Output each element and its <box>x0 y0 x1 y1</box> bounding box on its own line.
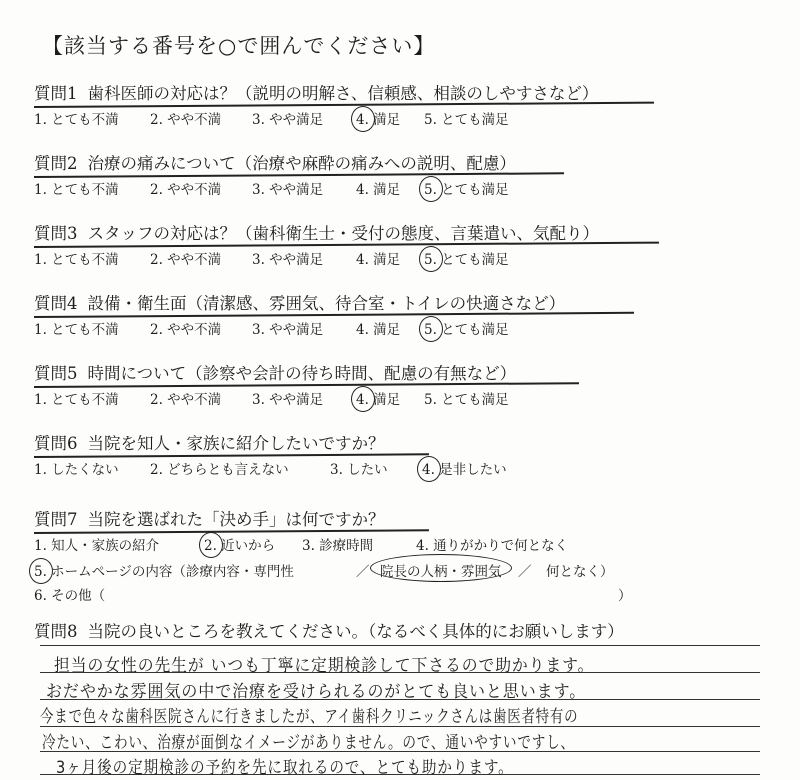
option-3[interactable]: 3. やや満足 <box>252 322 324 338</box>
selection-circle <box>351 106 375 132</box>
question-number: 質問6 <box>34 434 78 453</box>
option-5[interactable]: 5. とても満足 <box>424 322 509 338</box>
selection-circle <box>419 246 443 272</box>
question-text: 当院を知人・家族に紹介したいですか？ <box>87 434 385 453</box>
question-text: 治療の痛みについて（治療や麻酔の痛みへの説明、配慮） <box>87 154 516 173</box>
question-text: 歯科医師の対応は？（説明の明解さ、信頼感、相談のしやすさなど） <box>87 84 599 103</box>
option-3[interactable]: 3. やや満足 <box>252 252 324 268</box>
answer-options-line2 <box>34 560 614 580</box>
question-text: 設備・衛生面（清潔感、雰囲気、待合室・トイレの快適さなど） <box>87 294 566 313</box>
option-3[interactable]: 3. やや満足 <box>252 392 324 408</box>
option-1[interactable]: 1. 知人・家族の紹介 <box>34 538 160 554</box>
page-title: 【該当する番号を○で囲んでください】 <box>42 34 436 58</box>
question-number: 質問8 <box>34 622 78 641</box>
option-5[interactable]: 5. ホームページの内容（診療内容・専門性 <box>34 564 294 580</box>
selection-circle <box>419 316 443 342</box>
question-6 <box>34 432 674 482</box>
option-3[interactable]: 3. やや満足 <box>252 182 324 198</box>
handwritten-line-5: 3ヶ月後の定期検診の予約を先に取れるので、とても助かります。 <box>56 758 514 778</box>
option-6[interactable]: 6. その他（ <box>34 588 106 604</box>
question-number: 質問1 <box>34 84 78 103</box>
question-text: 時間について（診察や会計の待ち時間、配慮の有無など） <box>87 364 517 383</box>
option-5[interactable]: 5. とても満足 <box>424 252 509 268</box>
option-5-sub-other[interactable]: 何となく） <box>546 564 614 580</box>
option-3[interactable]: 3. やや満足 <box>252 112 324 128</box>
question-3 <box>34 222 674 272</box>
question-text: 当院の良いところを教えてください。（なるべく具体的にお願いします） <box>87 622 624 641</box>
separator: ／ <box>356 564 370 580</box>
handwritten-line-4: 冷たい、こわい、治療が面倒なイメージがありません。ので、通いやすいですし、 <box>42 733 575 753</box>
option-4[interactable]: 4. 満足 <box>356 182 401 198</box>
option-1[interactable]: 1. とても不満 <box>34 112 119 128</box>
question-4 <box>34 292 674 342</box>
option-4[interactable]: 4. 満足 <box>356 392 401 408</box>
question-text: 当院を選ばれた「決め手」は何ですか？ <box>87 510 385 529</box>
option-2[interactable]: 2. どちらとも言えない <box>150 462 289 478</box>
option-2[interactable]: 2. やや不満 <box>150 182 222 198</box>
option-1[interactable]: 1. とても不満 <box>34 322 119 338</box>
question-8 <box>34 620 754 644</box>
selection-circle <box>417 456 441 482</box>
option-5-sub-character[interactable]: 院長の人柄・雰囲気 <box>380 564 502 580</box>
option-2[interactable]: 2. やや不満 <box>150 322 222 338</box>
option-4[interactable]: 4. 通りがかりで何となく <box>416 538 569 554</box>
question-2 <box>34 152 674 202</box>
option-3[interactable]: 3. 診療時間 <box>302 538 374 554</box>
selection-circle <box>29 558 53 584</box>
handwritten-line-3: 今まで色々な歯科医院さんに行きましたが、アイ歯科クリニックさんは歯医者特有の <box>40 707 579 727</box>
paren-close: ） <box>618 588 632 604</box>
selection-oval <box>370 554 512 582</box>
question-heading <box>34 432 674 456</box>
option-1[interactable]: 1. とても不満 <box>34 252 119 268</box>
question-text: スタッフの対応は？（歯科衛生士・受付の態度、言葉遣い、気配り） <box>87 224 599 243</box>
question-1 <box>34 82 674 132</box>
selection-circle <box>199 532 223 558</box>
question-heading <box>34 152 674 176</box>
option-5[interactable]: 5. とても満足 <box>424 112 509 128</box>
option-5[interactable]: 5. とても満足 <box>424 392 509 408</box>
option-1[interactable]: 1. したくない <box>34 462 119 478</box>
option-4[interactable]: 4. 是非したい <box>422 462 507 478</box>
question-number: 質問2 <box>34 154 78 173</box>
question-7 <box>34 508 674 608</box>
answer-options-line3 <box>34 584 634 604</box>
selection-circle <box>351 386 375 412</box>
option-2[interactable]: 2. 近いから <box>204 538 276 554</box>
question-number: 質問4 <box>34 294 78 313</box>
option-1[interactable]: 1. とても不満 <box>34 182 119 198</box>
question-number: 質問3 <box>34 224 78 243</box>
option-2[interactable]: 2. やや不満 <box>150 252 222 268</box>
selection-circle <box>419 176 443 202</box>
option-5[interactable]: 5. とても満足 <box>424 182 509 198</box>
question-5 <box>34 362 674 412</box>
question-number: 質問5 <box>34 364 78 383</box>
separator: ／ <box>518 564 532 580</box>
option-4[interactable]: 4. 満足 <box>356 112 401 128</box>
option-2[interactable]: 2. やや不満 <box>150 392 222 408</box>
option-2[interactable]: 2. やや不満 <box>150 112 222 128</box>
writing-line <box>40 645 760 646</box>
handwritten-line-2: おだやかな雰囲気の中で治療を受けられるのがとても良いと思います。 <box>46 682 587 702</box>
question-number: 質問7 <box>34 510 78 529</box>
option-4[interactable]: 4. 満足 <box>356 322 401 338</box>
question-heading <box>34 508 674 532</box>
option-4[interactable]: 4. 満足 <box>356 252 401 268</box>
question-heading <box>34 620 754 644</box>
handwritten-line-1: 担当の女性の先生が いつも丁寧に定期検診して下さるので助かります。 <box>54 656 595 676</box>
option-1[interactable]: 1. とても不満 <box>34 392 119 408</box>
option-3[interactable]: 3. したい <box>330 462 388 478</box>
